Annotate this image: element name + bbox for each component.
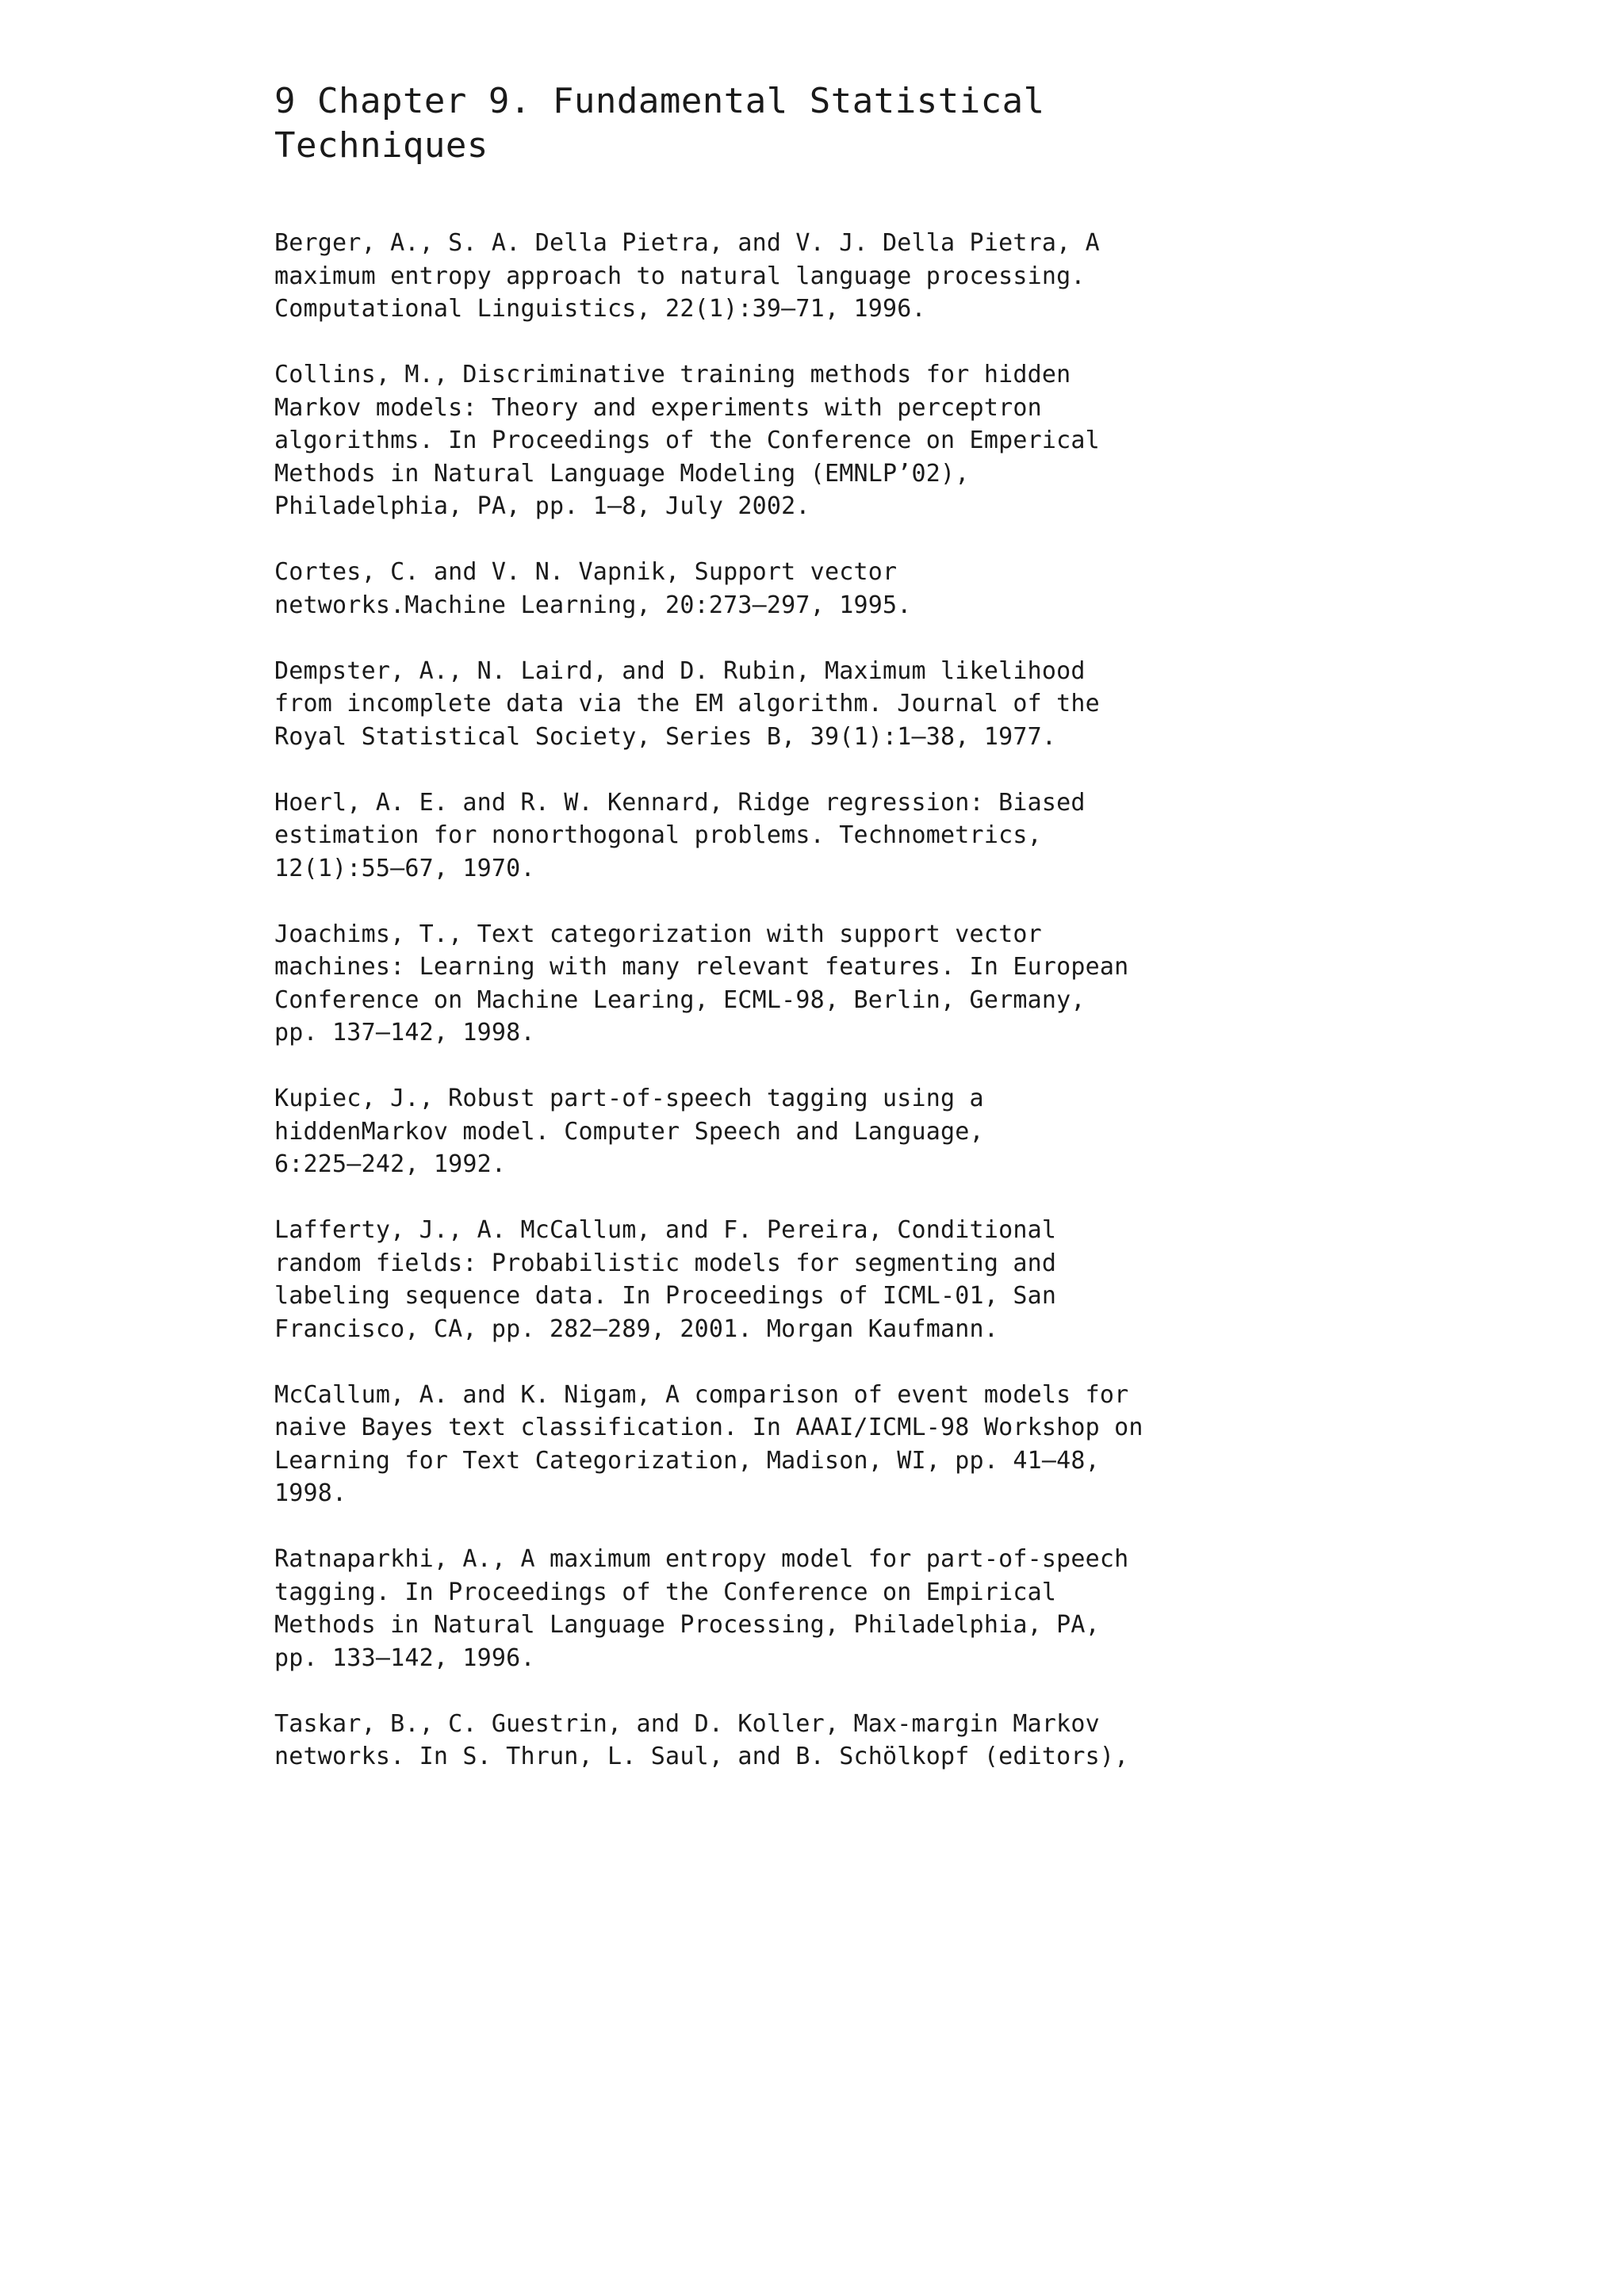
document-page [274,79,1400,1806]
reference-entry: Berger, A., S. A. Della Pietra, and V. J. Della Pietra, A maximum entropy approach to natural language processing. Computational Linguistics, 22(1):39–71, 1996. [274,229,1100,323]
reference-entry: Ratnaparkhi, A., A maximum entropy model for part-of-speech tagging. In Proceedings of the Conference on Empirical Methods in Natural Language Processing, Philadelphia, PA, pp. 133–142, 1996. [274,1545,1129,1672]
reference-entry: Joachims, T., Text categorization with support vector machines: Learning with many relevant features. In European Conference on Machine Learing, ECML-98, Berlin, Germany, pp. 137–142, 1998. [274,920,1129,1047]
reference-entry: Taskar, B., C. Guestrin, and D. Koller, Max-margin Markov networks. In S. Thrun, L. Saul, and B. Schölkopf (editors), [274,1709,1129,1770]
reference-entry: Collins, M., Discriminative training methods for hidden Markov models: Theory and experiments with perceptron algorithms. In Proceedings of the Conference on Emperical Methods in Natural Language Modeling (EMNLP’02), Philadelphia, PA, pp. 1–8, July 2002. [274,361,1100,520]
reference-entry: Hoerl, A. E. and R. W. Kennard, Ridge regression: Biased estimation for nonorthogonal problems. Technometrics, 12(1):55–67, 1970. [274,788,1086,882]
reference-list [274,227,1400,1774]
reference-entry: McCallum, A. and K. Nigam, A comparison of event models for naive Bayes text classification. In AAAI/ICML-98 Workshop on Learning for Text Categorization, Madison, WI, pp. 41–48, 1998. [274,1380,1143,1507]
reference-entry: Dempster, A., N. Laird, and D. Rubin, Maximum likelihood from incomplete data via the EM algorithm. Journal of the Royal Statistical Society, Series B, 39(1):1–38, 1977. [274,656,1100,751]
reference-entry: Cortes, C. and V. N. Vapnik, Support vector networks.Machine Learning, 20:273–297, 1995. [274,558,912,619]
reference-entry: Lafferty, J., A. McCallum, and F. Pereira, Conditional random fields: Probabilistic models for segmenting and labeling sequence data. In Proceedings of ICML-01, San Francisco, CA, pp. 282–289, 2001. Morgan Kaufmann. [274,1216,1057,1343]
chapter-title: 9 Chapter 9. Fundamental Statistical Techniques [274,81,1045,166]
reference-entry: Kupiec, J., Robust part-of-speech tagging using a hiddenMarkov model. Computer Speech and Language, 6:225–242, 1992. [274,1085,984,1178]
